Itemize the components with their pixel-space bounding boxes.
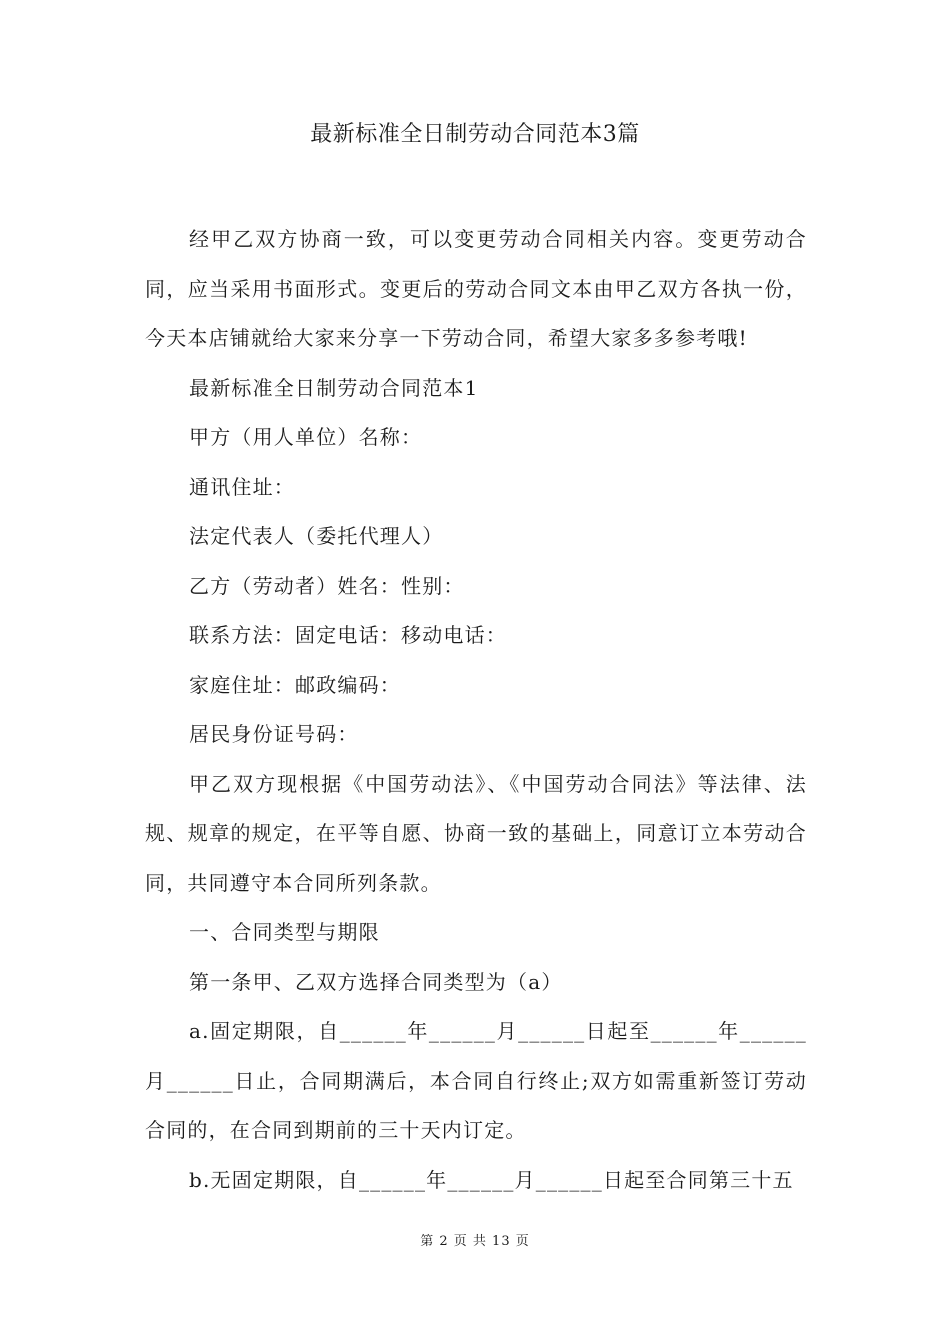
paragraph-contact: 联系方法：固定电话：移动电话：	[189, 623, 507, 647]
document-body	[145, 215, 807, 1205]
paragraph-section-title: 最新标准全日制劳动合同范本1	[189, 375, 479, 400]
paragraph-basis: 甲乙双方现根据《中国劳动法》、《中国劳动合同法》等法律、法规、规章的规定，在平等自愿、协商一致的基础上，同意订立本劳动合同，共同遵守本合同所列条款。	[145, 771, 807, 895]
paragraph-id-number: 居民身份证号码：	[189, 722, 359, 746]
paragraph-option-b: b.无固定期限，自______年______月______日起至合同第三十五	[189, 1167, 794, 1192]
paragraph-intro: 经甲乙双方协商一致，可以变更劳动合同相关内容。变更劳动合同，应当采用书面形式。变更后的劳动合同文本由甲乙双方各执一份，今天本店铺就给大家来分享一下劳动合同，希望大家多多参考哦!	[145, 227, 807, 350]
paragraph-option-a: a.固定期限，自______年______月______日起至______年______月______日止，合同期满后，本合同自行终止;双方如需重新签订劳动合同的，在合同到期前的三十天内订定。	[145, 1019, 807, 1142]
paragraph-home-address: 家庭住址：邮政编码：	[189, 672, 401, 697]
page-footer: 第 2 页 共 13 页	[420, 1234, 530, 1249]
document-title: 最新标准全日制劳动合同范本3篇	[310, 122, 640, 147]
paragraph-party-b-name: 乙方（劳动者）姓名：性别：	[189, 573, 465, 598]
paragraph-address: 通讯住址：	[189, 474, 295, 499]
paragraph-legal-rep: 法定代表人（委托代理人）	[189, 524, 444, 548]
paragraph-article-1: 第一条甲、乙双方选择合同类型为（a）	[189, 969, 563, 994]
paragraph-heading-contract-type: 一、合同类型与期限	[189, 920, 380, 944]
paragraph-party-a-name: 甲方（用人单位）名称：	[189, 425, 423, 449]
